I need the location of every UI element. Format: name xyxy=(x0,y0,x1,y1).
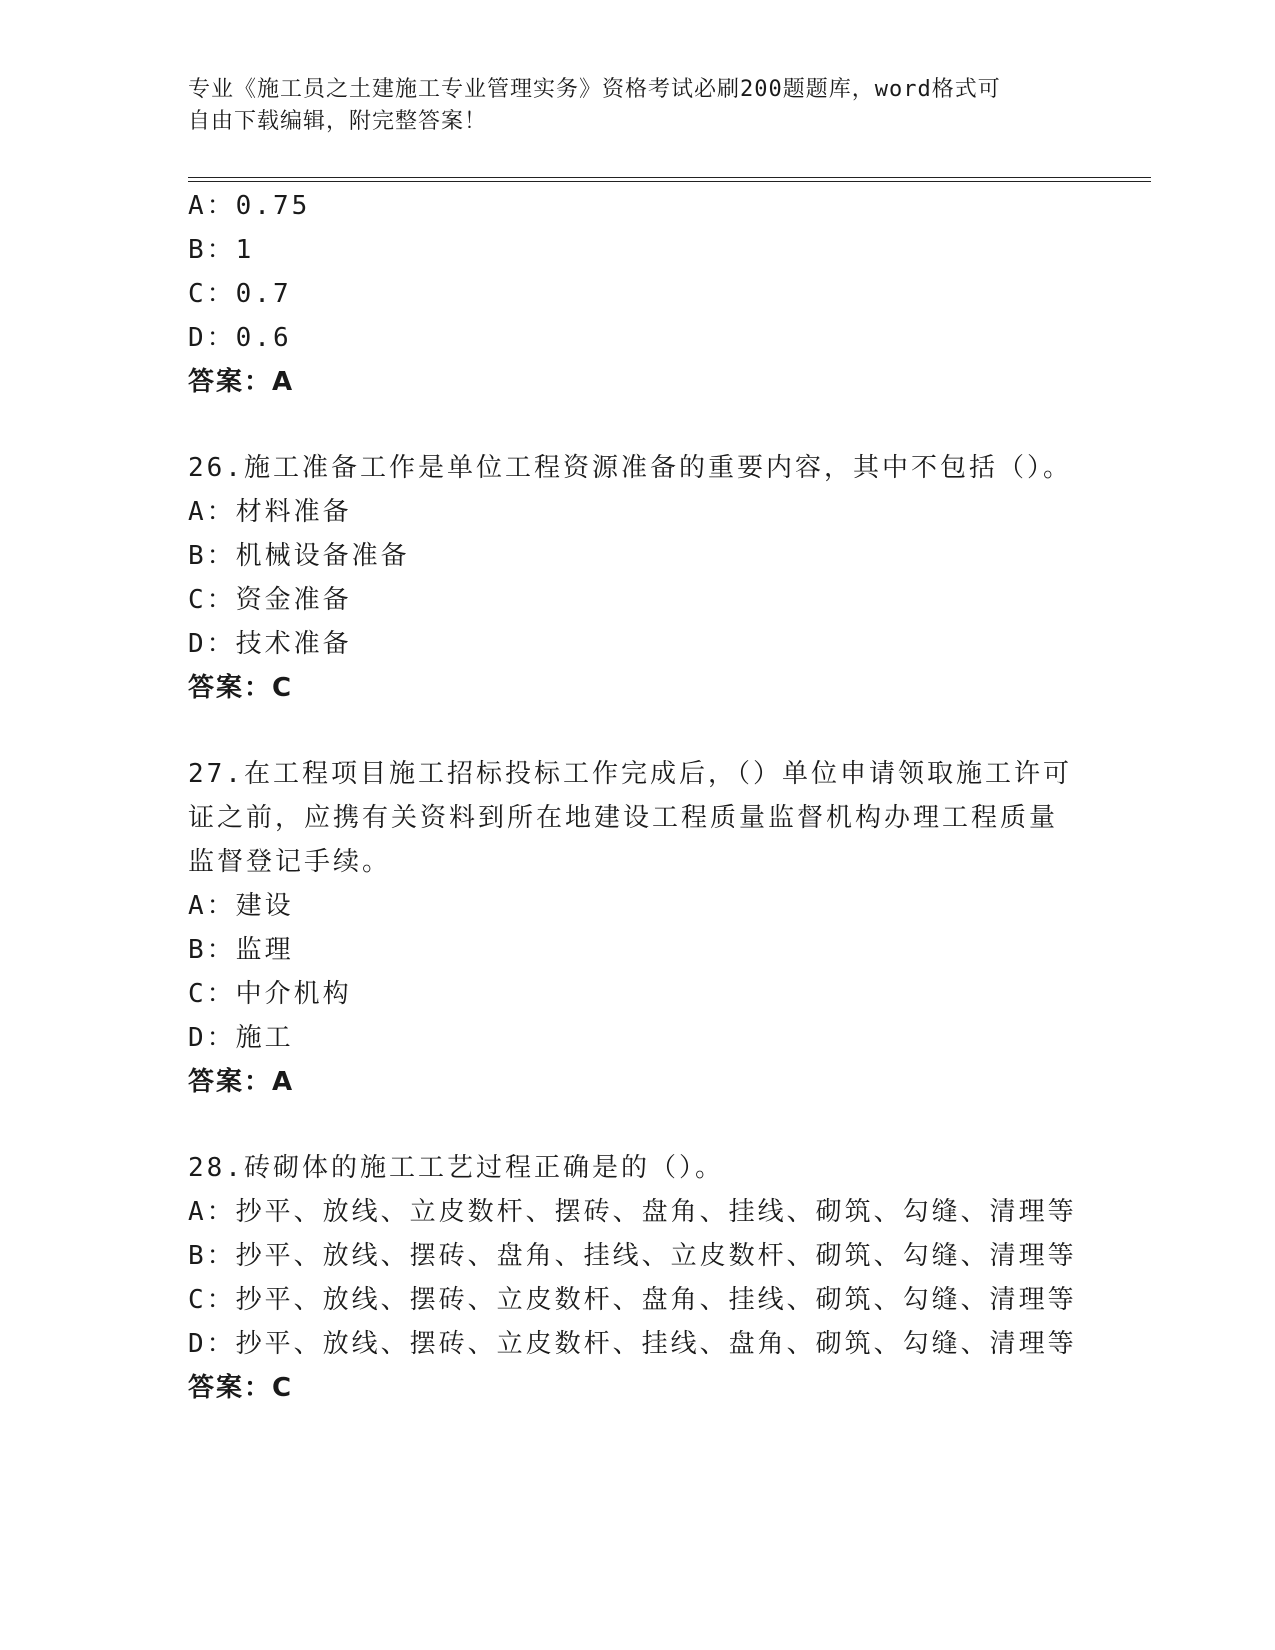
q27-option-d: D：施工 xyxy=(188,1023,294,1053)
q28-question: 28.砖砌体的施工工艺过程正确是的（）。 xyxy=(188,1153,724,1183)
q25-option-b: B：1 xyxy=(188,235,255,265)
q27-question-line-1: 27.在工程项目施工招标投标工作完成后，（）单位申请领取施工许可 xyxy=(188,759,1072,789)
q26-option-a: A：材料准备 xyxy=(188,497,352,527)
q27-question-line-2: 证之前，应携有关资料到所在地建设工程质量监督机构办理工程质量 xyxy=(188,803,1059,833)
q28-option-c: C：抄平、放线、摆砖、立皮数杆、盘角、挂线、砌筑、勾缝、清理等 xyxy=(188,1285,1077,1315)
q26-option-b: B：机械设备准备 xyxy=(188,541,410,571)
q28-option-a: A：抄平、放线、立皮数杆、摆砖、盘角、挂线、砌筑、勾缝、清理等 xyxy=(188,1197,1077,1227)
q28-option-b: B：抄平、放线、摆砖、盘角、挂线、立皮数杆、砌筑、勾缝、清理等 xyxy=(188,1241,1077,1271)
header-divider-top xyxy=(188,177,1151,178)
q26-question: 26.施工准备工作是单位工程资源准备的重要内容，其中不包括（）。 xyxy=(188,453,1072,483)
q28-option-d: D：抄平、放线、摆砖、立皮数杆、挂线、盘角、砌筑、勾缝、清理等 xyxy=(188,1329,1077,1359)
q26-option-c: C：资金准备 xyxy=(188,585,352,615)
header-line-2: 自由下载编辑，附完整答案！ xyxy=(188,109,488,134)
q28-answer: 答案：C xyxy=(188,1373,294,1403)
q25-option-d: D：0.6 xyxy=(188,323,292,353)
q27-question-line-3: 监督登记手续。 xyxy=(188,847,392,877)
q26-option-d: D：技术准备 xyxy=(188,629,352,659)
q27-option-b: B：监理 xyxy=(188,935,294,965)
q26-answer: 答案：C xyxy=(188,673,294,703)
q27-option-a: A：建设 xyxy=(188,891,294,921)
q25-answer: 答案：A xyxy=(188,367,295,397)
header-line-1: 专业《施工员之土建施工专业管理实务》资格考试必刷200题题库，word格式可 xyxy=(188,77,1001,102)
document-header xyxy=(188,74,1068,138)
q27-option-c: C：中介机构 xyxy=(188,979,352,1009)
q27-answer: 答案：A xyxy=(188,1067,295,1097)
q25-option-c: C：0.7 xyxy=(188,279,292,309)
header-divider-bottom xyxy=(188,181,1151,182)
q25-option-a: A：0.75 xyxy=(188,191,311,221)
